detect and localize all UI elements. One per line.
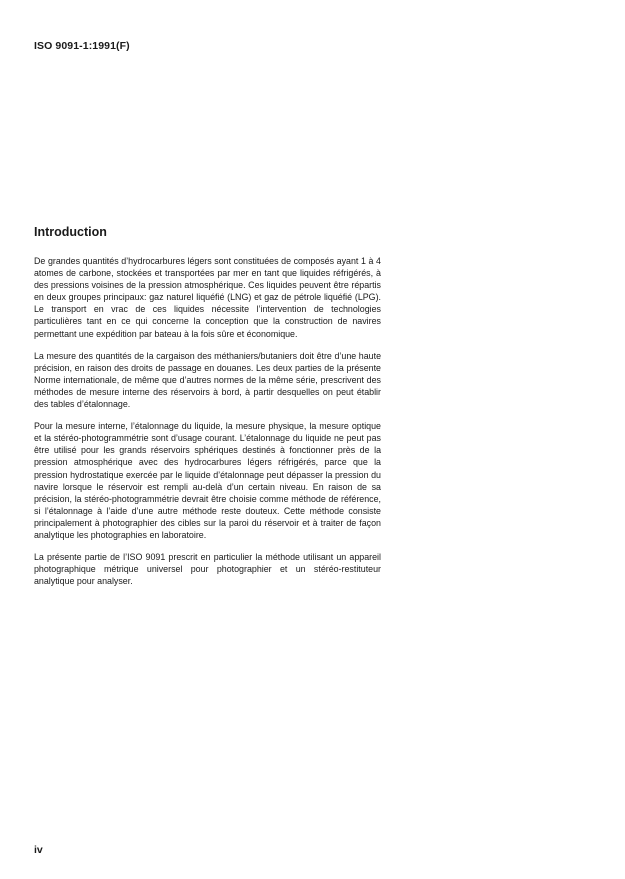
introduction-section [34,225,381,597]
section-title: Introduction [34,225,107,239]
paragraph-4: La présente partie de l’ISO 9091 prescrit en particulier la méthode utilisant un appareil photographique métrique universel pour photographier et un stéréo-restituteur analytique pour analyser. [34,552,381,587]
paragraph-2: La mesure des quantités de la cargaison des méthaniers/butaniers doit être d’une haute précision, en raison des droits de passage en douanes. Les deux parties de la présente Norme internationale, de même que d’autres normes de la même série, prescrivent des méthodes de mesure interne des réservoirs à bord, à partir desquelles on peut établir des tables d’étalonnage. [34,350,381,410]
paragraph-1: De grandes quantités d’hydrocarbures légers sont constituées de composés ayant 1 à 4 atomes de carbone, stockées et transportées par mer en tant que liquides réfrigérés, à des pressions voisines de la pression atmosphérique. Ces liquides peuvent être répartis en deux groupes principaux: gaz naturel liquéfié (LNG) et gaz de pétrole liquéfié (LPG). Le transport en vrac de ces liquides nécessite l’intervention de technologies particulières tant en ce qui concerne la conception que la construction de navires permettant une expédition par bateau à la fois sûre et économique. [34,256,381,339]
document-header: ISO 9091-1:1991(F) [34,40,130,52]
page-number: iv [34,844,43,856]
paragraph-3: Pour la mesure interne, l’étalonnage du liquide, la mesure physique, la mesure optique et la stéréo-photogrammétrie sont d’usage courant. L’étalonnage du liquide ne peut pas être utilisé pour les grands réservoirs sphériques destinés à fonctionner près de la pression atmosphérique avec des hydrocarbures légers réfrigérés, parce que la pression hydrostatique exercée par le liquide d’étalonnage peut dépasser la pression du navire lorsque le réservoir est rempli au-delà d’un certain niveau. En raison de sa précision, la stéréo-photogrammétrie devrait être choisie comme méthode de référence, si l’étalonnage à l’aide d’une autre méthode reste douteux. Cette méthode consiste principalement à photographier des cibles sur la paroi du réservoir et à traiter de façon analytique les photographies en laboratoire. [34,421,381,540]
